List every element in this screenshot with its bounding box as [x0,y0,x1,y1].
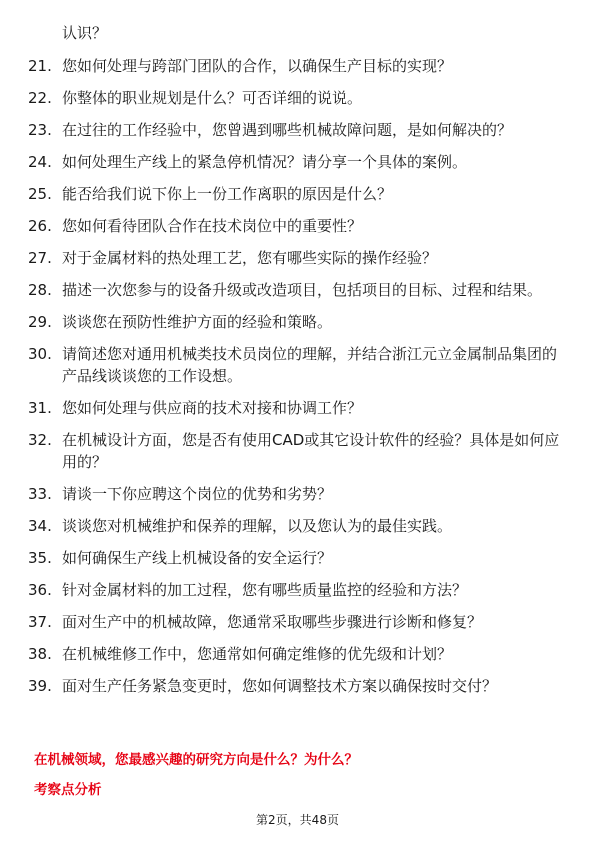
question-text: 在机械设计方面，您是否有使用CAD或其它设计软件的经验？具体是如何应用的？ [62,431,560,471]
question-item [28,483,568,505]
section-heading: 考察点分析 [34,782,102,798]
question-text: 谈谈您对机械维护和保养的理解，以及您认为的最佳实践。 [62,517,453,535]
question-number: 30. [28,345,52,363]
question-item [28,611,568,633]
question-text: 在过往的工作经验中，您曾遇到哪些机械故障问题，是如何解决的？ [62,121,513,139]
question-item [28,343,568,387]
question-text: 面对生产中的机械故障，您通常采取哪些步骤进行诊断和修复？ [62,613,483,631]
question-text: 请简述您对通用机械类技术员岗位的理解，并结合浙江元立金属制品集团的产品线谈谈您的工作设想。 [62,345,558,385]
question-item [28,151,568,173]
question-number: 27. [28,249,52,267]
question-text: 谈谈您在预防性维护方面的经验和策略。 [62,313,333,331]
question-item [28,279,568,301]
question-text: 如何处理生产线上的紧急停机情况？请分享一个具体的案例。 [62,153,468,171]
question-list [28,55,568,707]
question-number: 25. [28,185,52,203]
question-number: 22. [28,89,52,107]
question-item [28,675,568,697]
question-number: 36. [28,581,52,599]
question-item [28,515,568,537]
question-text: 您如何看待团队合作在技术岗位中的重要性？ [62,217,363,235]
question-text: 在机械维修工作中，您通常如何确定维修的优先级和计划？ [62,645,453,663]
question-item [28,55,568,77]
question-item [28,87,568,109]
question-text: 针对金属材料的加工过程，您有哪些质量监控的经验和方法？ [62,581,468,599]
question-text: 你整体的职业规划是什么？可否详细的说说。 [62,89,363,107]
question-item [28,247,568,269]
question-text: 对于金属材料的热处理工艺，您有哪些实际的操作经验？ [62,249,438,267]
question-number: 37. [28,613,52,631]
question-number: 28. [28,281,52,299]
question-number: 34. [28,517,52,535]
question-item [28,429,568,473]
continuation-text: 认识？ [62,24,108,42]
question-item [28,579,568,601]
question-text: 面对生产任务紧急变更时，您如何调整技术方案以确保按时交付？ [62,677,498,695]
question-text: 描述一次您参与的设备升级或改造项目，包括项目的目标、过程和结果。 [62,281,543,299]
question-number: 26. [28,217,52,235]
question-item [28,397,568,419]
question-text: 您如何处理与供应商的技术对接和协调工作？ [62,399,363,417]
question-number: 24. [28,153,52,171]
question-text: 请谈一下你应聘这个岗位的优势和劣势？ [62,485,333,503]
question-item [28,183,568,205]
question-text: 能否给我们说下你上一份工作离职的原因是什么？ [62,185,393,203]
highlight-question: 在机械领域，您最感兴趣的研究方向是什么？为什么？ [34,752,358,768]
question-number: 23. [28,121,52,139]
question-number: 38. [28,645,52,663]
page-footer: 第2页，共48页 [256,813,339,827]
question-number: 39. [28,677,52,695]
question-number: 32. [28,431,52,449]
question-item [28,311,568,333]
question-item [28,215,568,237]
question-text: 您如何处理与跨部门团队的合作，以确保生产目标的实现？ [62,57,453,75]
question-item [28,547,568,569]
question-text: 如何确保生产线上机械设备的安全运行？ [62,549,333,567]
question-item [28,119,568,141]
question-number: 29. [28,313,52,331]
question-number: 31. [28,399,52,417]
question-number: 35. [28,549,52,567]
question-number: 21. [28,57,52,75]
question-number: 33. [28,485,52,503]
question-item [28,643,568,665]
